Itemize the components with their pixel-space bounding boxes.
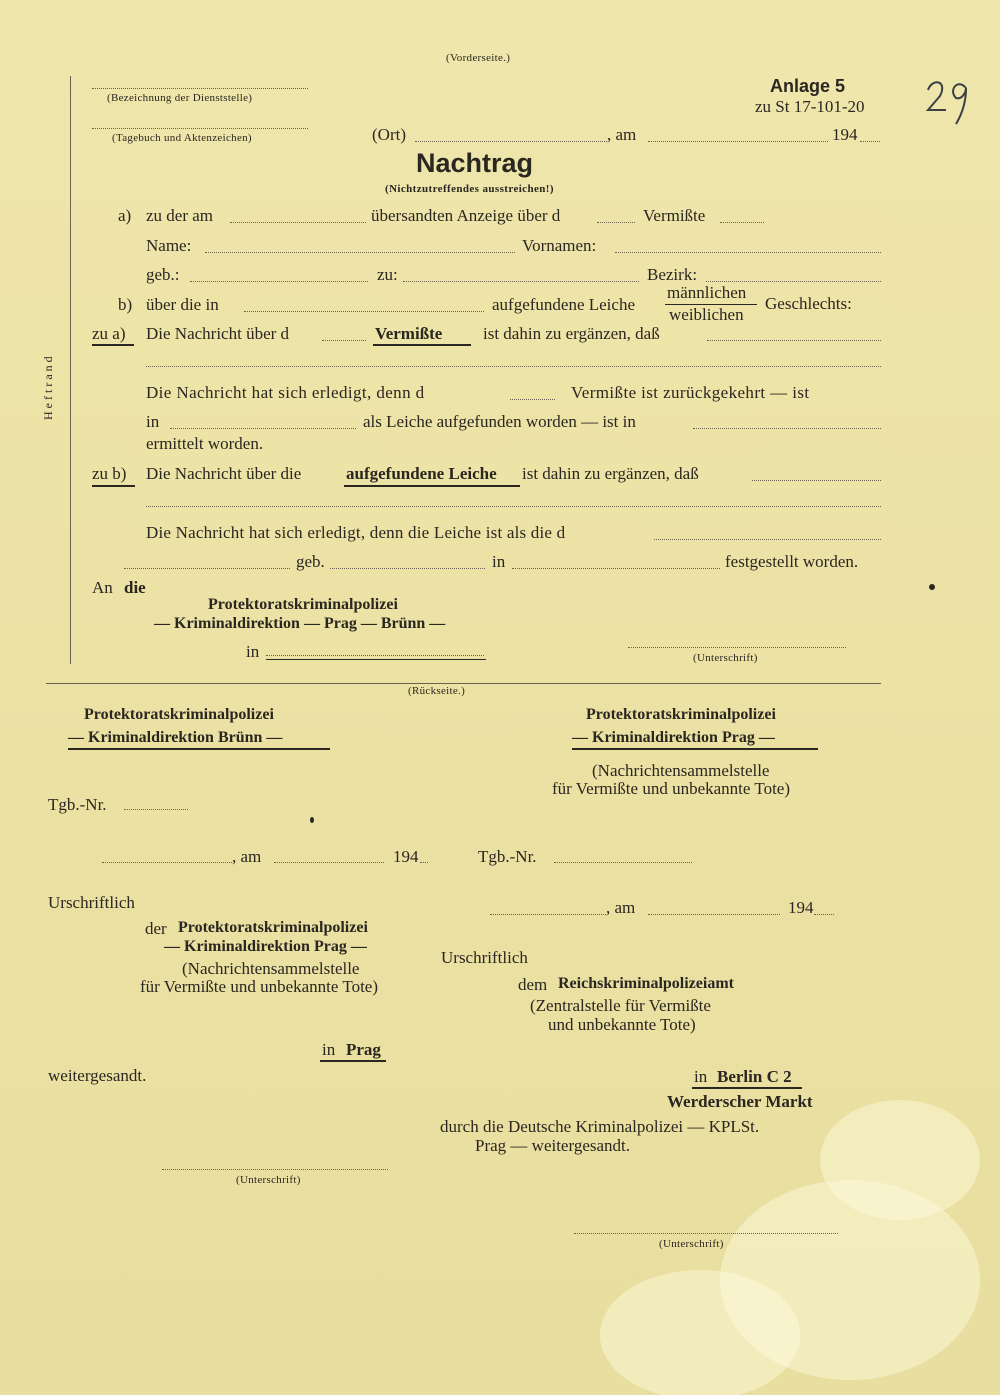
born-label: geb.:	[146, 265, 180, 284]
left-year-field[interactable]	[420, 862, 428, 863]
first-names-field[interactable]	[615, 252, 881, 253]
supplement-b-marker-underline	[92, 485, 135, 487]
supplement-b-text-2: ist dahin zu ergänzen, daß	[522, 464, 699, 483]
settled-b-born-label: geb.	[296, 552, 325, 571]
right-signature-line[interactable]	[574, 1233, 838, 1234]
settled-a-determined-text: ermittelt worden.	[146, 434, 264, 453]
annex-reference: zu St 17-101-20	[755, 97, 865, 116]
section-b-text: über die in	[146, 295, 219, 314]
file-number-caption: (Tagebuch und Aktenzeichen)	[112, 132, 252, 144]
right-recipient-org: Reichskriminalpolizeiamt	[558, 975, 734, 992]
binding-margin-label: Heftrand	[41, 353, 55, 420]
left-city: Prag	[346, 1040, 381, 1059]
ink-dot	[929, 584, 935, 590]
right-year-label: 194	[788, 898, 814, 917]
left-original-label: Urschriftlich	[48, 893, 135, 912]
supplement-a-missing-bold: Vermißte	[375, 324, 443, 343]
to-label-bold: die	[124, 578, 146, 597]
left-org-name: Protektoratskriminalpolizei	[84, 706, 274, 723]
left-date-field[interactable]	[274, 862, 384, 863]
birth-date-field[interactable]	[190, 281, 368, 282]
right-office: (Nachrichtensammelstelle	[592, 761, 770, 780]
supplement-a-text-2: ist dahin zu ergänzen, daß	[483, 324, 660, 343]
right-recipient-office: (Zentralstelle für Vermißte	[530, 996, 711, 1015]
settled-a-location-field-2[interactable]	[693, 428, 881, 429]
settled-b-identity-field[interactable]	[654, 539, 881, 540]
page-divider	[46, 683, 881, 684]
left-forwarded: weitergesandt.	[48, 1066, 147, 1085]
left-city-underline	[320, 1060, 386, 1062]
handwritten-number	[918, 70, 974, 126]
first-names-label: Vornamen:	[522, 236, 597, 255]
left-city-in-label: in	[322, 1040, 336, 1059]
front-side-caption: (Vorderseite.)	[446, 52, 511, 64]
left-recipient-directorate: — Kriminaldirektion Prag —	[164, 938, 367, 955]
section-b-marker: b)	[118, 295, 133, 314]
date-label: , am	[607, 125, 637, 144]
right-directorate-underline	[572, 748, 818, 750]
file-number-line[interactable]	[92, 128, 308, 129]
settled-b-birthplace-field[interactable]	[512, 568, 720, 569]
right-recipient-office-2: und unbekannte Tote)	[548, 1015, 696, 1034]
supplement-a-missing-underline	[373, 344, 471, 346]
right-reference-field[interactable]	[554, 862, 692, 863]
left-reference-label: Tgb.-Nr.	[48, 795, 107, 814]
name-field[interactable]	[205, 252, 515, 253]
gender-female-option[interactable]: weiblichen	[669, 305, 744, 324]
right-via-text: durch die Deutsche Kriminalpolizei — KPLSt.	[440, 1117, 760, 1136]
birthplace-label: zu:	[377, 265, 398, 284]
ink-dot	[310, 817, 314, 823]
right-directorate: — Kriminaldirektion Prag —	[572, 729, 775, 746]
to-label: An	[92, 578, 113, 597]
right-org-name: Protektoratskriminalpolizei	[586, 706, 776, 723]
office-caption: (Bezeichnung der Dienststelle)	[107, 92, 253, 104]
addressee-city-underline	[266, 659, 486, 660]
settled-b-determined-text: festgestellt worden.	[725, 552, 859, 571]
supplement-a-field[interactable]	[707, 340, 881, 341]
right-date-label: , am	[606, 898, 636, 917]
name-label: Name:	[146, 236, 192, 255]
settled-a-text: Die Nachricht hat sich erledigt, denn d	[146, 383, 425, 402]
form-instruction: (Nichtzutreffendes ausstreichen!)	[385, 183, 554, 195]
supplement-b-body-underline	[344, 485, 520, 487]
settled-a-in-label: in	[146, 412, 160, 431]
supplement-b-field[interactable]	[752, 480, 881, 481]
right-city: Berlin C 2	[717, 1067, 792, 1086]
right-office-2: für Vermißte und unbekannte Tote)	[552, 779, 791, 798]
right-via-text-2: Prag — weitergesandt.	[475, 1136, 631, 1155]
right-place-field[interactable]	[490, 914, 606, 915]
district-label: Bezirk:	[647, 265, 698, 284]
left-directorate-underline	[68, 748, 330, 750]
left-signature-line[interactable]	[162, 1169, 388, 1170]
right-city-underline	[692, 1087, 802, 1089]
settled-a-body-text: als Leiche aufgefunden worden — ist in	[363, 412, 636, 431]
settled-b-name-field[interactable]	[124, 568, 290, 569]
supplement-b-text: Die Nachricht über die	[146, 464, 302, 483]
left-directorate: — Kriminaldirektion Brünn —	[68, 729, 283, 746]
paper-stain	[600, 1270, 800, 1395]
right-year-field[interactable]	[814, 914, 834, 915]
supplement-b-marker: zu b)	[92, 464, 127, 483]
left-date-label: , am	[232, 847, 262, 866]
paper-stain	[820, 1100, 980, 1220]
right-signature-caption: (Unterschrift)	[659, 1238, 724, 1250]
gender-suffix: Geschlechts:	[765, 294, 852, 313]
settled-b-text: Die Nachricht hat sich erledigt, denn die Leiche ist als die d	[146, 523, 566, 542]
section-a-text-2: übersandten Anzeige über d	[371, 206, 561, 225]
missing-suffix-field[interactable]	[720, 222, 764, 223]
supplement-a-field-2[interactable]	[146, 366, 881, 367]
supplement-a-marker: zu a)	[92, 324, 126, 343]
supplement-a-article-field[interactable]	[322, 340, 366, 341]
section-a-marker: a)	[118, 206, 132, 225]
addressee-in-label: in	[246, 642, 260, 661]
place-field[interactable]	[415, 141, 607, 142]
supplement-a-marker-underline	[92, 344, 134, 346]
right-original-label: Urschriftlich	[441, 948, 528, 967]
left-signature-caption: (Unterschrift)	[236, 1174, 301, 1186]
right-date-field[interactable]	[648, 914, 780, 915]
article-field[interactable]	[597, 222, 635, 223]
year-label: 194	[832, 125, 858, 144]
found-location-field[interactable]	[244, 311, 484, 312]
supplement-b-body-bold: aufgefundene Leiche	[346, 464, 497, 483]
left-year-label: 194	[393, 847, 419, 866]
settled-b-birth-date-field[interactable]	[330, 568, 485, 569]
addressee-city-field[interactable]	[266, 655, 484, 656]
binding-margin-line	[70, 76, 71, 664]
section-a-text: zu der am	[146, 206, 214, 225]
left-reference-field[interactable]	[124, 809, 188, 810]
birthplace-field[interactable]	[403, 281, 639, 282]
report-date-field[interactable]	[230, 222, 366, 223]
addressee-org: Protektoratskriminalpolizei	[208, 596, 398, 613]
back-side-caption: (Rückseite.)	[408, 685, 466, 697]
found-body-label: aufgefundene Leiche	[492, 295, 635, 314]
right-city-in-label: in	[694, 1067, 708, 1086]
settled-a-returned-text: Vermißte ist zurückgekehrt — ist	[571, 383, 810, 402]
place-label: (Ort)	[372, 125, 406, 144]
front-signature-caption: (Unterschrift)	[693, 652, 758, 664]
settled-b-in-label: in	[492, 552, 506, 571]
form-title: Nachtrag	[416, 148, 534, 178]
year-field[interactable]	[860, 141, 880, 142]
left-recipient-org: Protektoratskriminalpolizei	[178, 919, 368, 936]
annex-title: Anlage 5	[770, 76, 846, 96]
gender-male-option[interactable]: männlichen	[667, 283, 747, 302]
date-field[interactable]	[648, 141, 828, 142]
addressee-directorate: — Kriminaldirektion — Prag — Brünn —	[154, 615, 446, 632]
right-street: Werderscher Markt	[667, 1092, 813, 1111]
left-place-field[interactable]	[102, 862, 232, 863]
supplement-a-text: Die Nachricht über d	[146, 324, 290, 343]
settled-a-article-field[interactable]	[510, 399, 555, 400]
left-recipient-office: (Nachrichtensammelstelle	[182, 959, 360, 978]
district-field[interactable]	[706, 281, 881, 282]
left-recipient-article: der	[145, 919, 167, 938]
supplement-b-field-2[interactable]	[146, 506, 881, 507]
left-recipient-office-2: für Vermißte und unbekannte Tote)	[140, 977, 379, 996]
right-reference-label: Tgb.-Nr.	[478, 847, 537, 866]
front-signature-line[interactable]	[628, 647, 846, 648]
office-line[interactable]	[92, 88, 308, 89]
settled-a-location-field[interactable]	[170, 428, 356, 429]
right-recipient-article: dem	[518, 975, 548, 994]
missing-label: Vermißte	[643, 206, 706, 225]
